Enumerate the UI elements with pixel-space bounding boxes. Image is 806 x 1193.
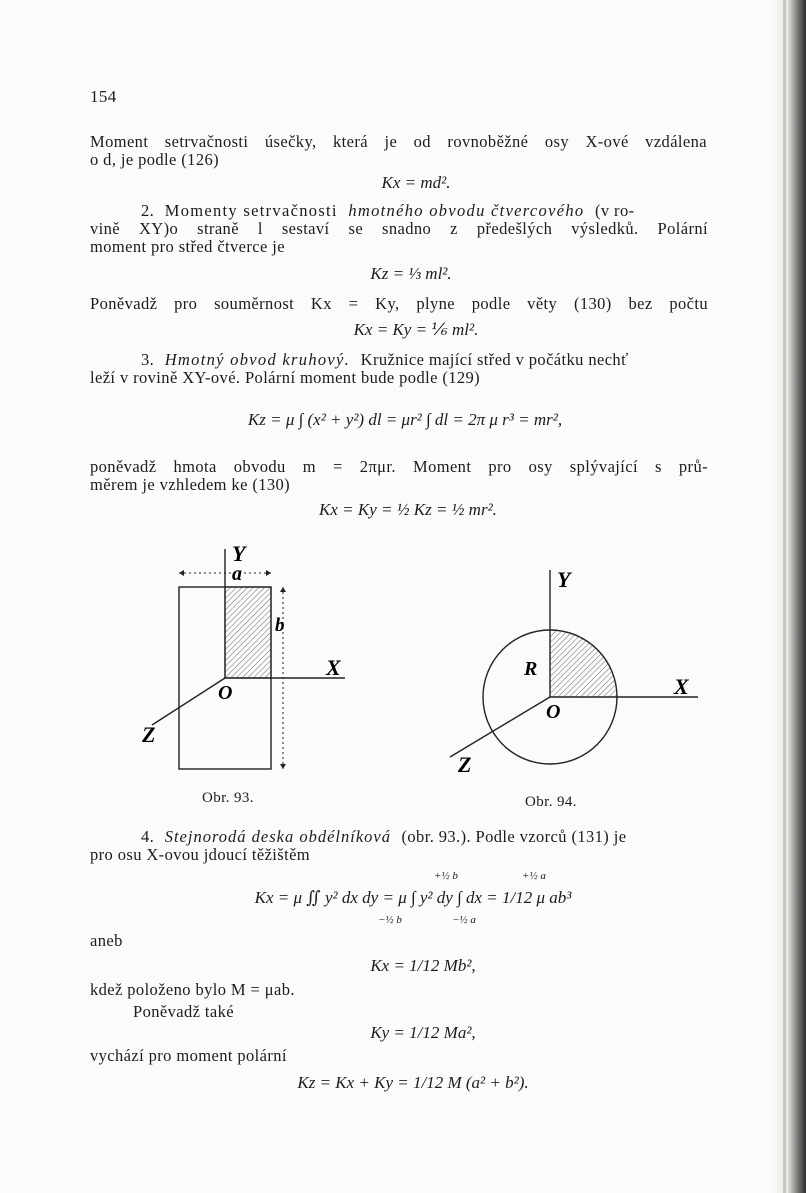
equation-kx-md2: Kx = md².: [381, 173, 451, 192]
p1-line-1: Moment setrvačnosti úsečky, která je od rovnoběžné osy X-ové vzdálena: [90, 132, 707, 151]
label-x: X: [674, 674, 689, 699]
limit-lower-b: −½ b: [378, 914, 402, 926]
sec2-line-2: vině XY)o straně l sestaví se snadno z předešlých výsledků. Polární: [90, 219, 708, 238]
z-axis: [450, 697, 550, 757]
equation-kz-square: Kz = ⅓ ml².: [370, 264, 452, 283]
sec4-line-2: pro osu X-ovou jdoucí těžištěm: [90, 845, 311, 864]
sec3-line-3: poněvadž hmota obvodu m = 2πμr. Moment pro osy splývající s prů-: [90, 457, 708, 476]
z-axis: [152, 678, 225, 725]
sec4-line-3: kdež položeno bylo M = μab.: [90, 980, 295, 999]
aneb-word: aneb: [90, 931, 123, 950]
caption-93: Obr. 93.: [202, 790, 254, 806]
equation-kx-ky-square: Kx = Ky = ⅙ ml².: [353, 320, 479, 339]
hatched-quarter: [225, 587, 271, 678]
equation-kx-mb2: Kx = 1/12 Mb²,: [370, 956, 476, 975]
sec2-line-3: moment pro střed čtverce je: [90, 237, 285, 256]
label-z: Z: [142, 722, 156, 747]
sec4-line-1: 4. Stejnorodá deska obdélníková (obr. 93.). Podle vzorců (131) je: [141, 827, 627, 846]
label-a: a: [232, 563, 242, 585]
equation-kz-plate: Kz = Kx + Ky = 1/12 M (a² + b²).: [297, 1073, 529, 1092]
hatched-sector: [550, 630, 617, 697]
label-r: R: [524, 658, 538, 680]
sec3-line-2: leží v rovině XY-ové. Polární moment bude podle (129): [90, 368, 481, 387]
sec2-line-1: 2. Momenty setrvačnosti hmotného obvodu čtvercového (v ro-: [141, 201, 635, 220]
equation-ky-ma2: Ky = 1/12 Ma²,: [370, 1023, 476, 1042]
equation-kz-circle: Kz = μ ∫ (x² + y²) dl = μr² ∫ dl = 2π μ r³ = mr²,: [247, 410, 563, 429]
sec3-line-1: 3. Hmotný obvod kruhový. Kružnice mající střed v počátku nechť: [141, 350, 629, 369]
p1-line-2: o d, je podle (126): [90, 150, 220, 169]
limit-upper-a: +½ a: [522, 870, 546, 882]
caption-94: Obr. 94.: [525, 794, 577, 810]
equation-kx-ky-circle: Kx = Ky = ½ Kz = ½ mr².: [319, 500, 497, 519]
label-o: O: [546, 701, 561, 723]
sec4-line-4: Poněvadž také: [133, 1002, 234, 1021]
label-x: X: [326, 655, 341, 680]
page-number: 154: [90, 87, 117, 106]
limit-upper-b: +½ b: [434, 870, 458, 882]
sec3-line-4: měrem je vzhledem ke (130): [90, 475, 291, 494]
limit-lower-a: −½ a: [452, 914, 476, 926]
figure-93: [130, 535, 380, 810]
label-y: Y: [557, 567, 571, 592]
label-o: O: [218, 682, 233, 704]
label-y: Y: [232, 541, 246, 566]
sec2-line-4: Poněvadž pro souměrnost Kx = Ky, plyne podle věty (130) bez počtu: [90, 294, 708, 313]
sec4-line-5: vychází pro moment polární: [90, 1046, 287, 1065]
equation-kx-plate: Kx = μ ∬ y² dx dy = μ ∫ y² dy ∫ dx = 1/12 μ ab³: [254, 888, 572, 907]
figure-94: [440, 560, 710, 780]
label-z: Z: [458, 752, 472, 777]
label-b: b: [275, 615, 285, 636]
